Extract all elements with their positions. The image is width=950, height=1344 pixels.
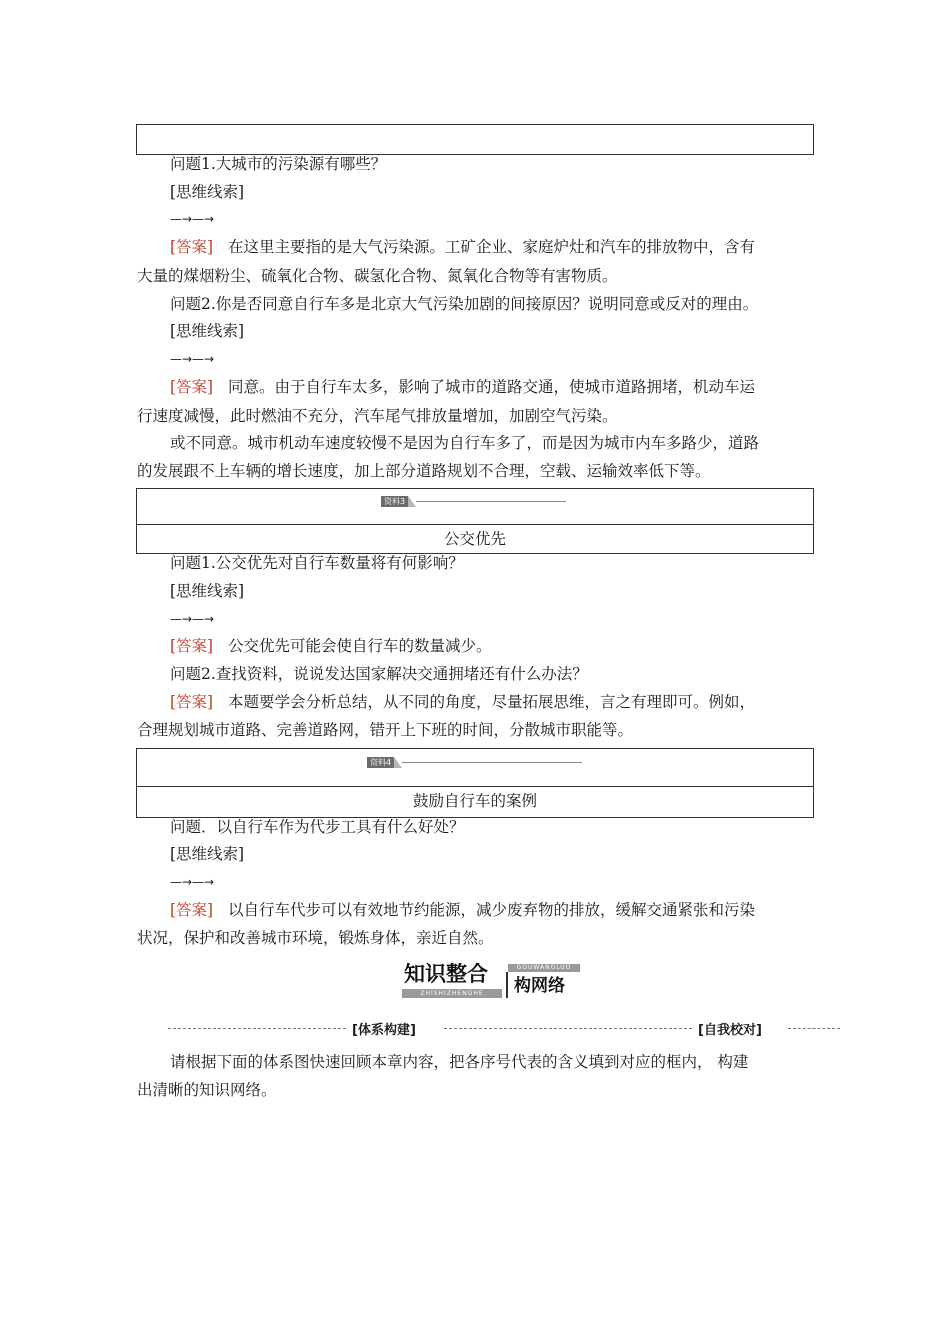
answer-label: [答案] bbox=[170, 637, 214, 655]
thinking-clue-label: [思维线索] bbox=[170, 845, 245, 863]
answer-label: [答案] bbox=[170, 378, 214, 396]
banner-pinyin-top: GOUWANGLUO bbox=[508, 964, 580, 972]
empty-box-top bbox=[136, 124, 814, 155]
material-3-box bbox=[136, 488, 814, 554]
answer-line-2: 状况，保护和改善城市环境，锻炼身体，亲近自然。 bbox=[137, 929, 494, 947]
thinking-clue-label: [思维线索] bbox=[170, 582, 245, 600]
answer-label: [答案] bbox=[170, 901, 214, 919]
answer-text: 同意。由于自行车太多，影响了城市的道路交通，使城市道路拥堵，机动车运 bbox=[228, 378, 756, 396]
dashed-rule bbox=[788, 1028, 840, 1029]
instruction-line-1: 请根据下面的体系图快速回顾本章内容，把各序号代表的含义填到对应的框内， 构建 bbox=[170, 1053, 749, 1071]
answer-1-line-1 bbox=[170, 236, 755, 258]
question-1: 问题1.公交优先对自行车数量将有何影响？ bbox=[170, 554, 464, 572]
material-tag-label: 资料3 bbox=[381, 496, 408, 507]
thinking-arrows: —→—→ bbox=[170, 352, 215, 366]
question: 问题．以自行车作为代步工具有什么好处？ bbox=[170, 818, 465, 836]
answer-text: 以自行车代步可以有效地节约能源，减少废弃物的排放，缓解交通紧张和污染 bbox=[228, 901, 756, 919]
answer-text: 本题要学会分析总结，从不同的角度，尽量拓展思维，言之有理即可。例如， bbox=[228, 693, 756, 711]
thinking-arrows: —→—→ bbox=[170, 875, 215, 889]
thinking-clue-label: [思维线索] bbox=[170, 183, 245, 201]
answer-2-line-3: 或不同意。城市机动车速度较慢不是因为自行车多了，而是因为城市内车多路少，道路 bbox=[170, 434, 760, 452]
answer-text: 公交优先可能会使自行车的数量减少。 bbox=[228, 637, 492, 655]
material-4-tag bbox=[367, 756, 582, 768]
banner-subtitle: 构网络 bbox=[514, 976, 565, 996]
tag-slash-decoration bbox=[394, 757, 402, 768]
answer-label: [答案] bbox=[170, 238, 214, 256]
dashed-rule bbox=[168, 1028, 346, 1029]
answer-line-1 bbox=[170, 899, 755, 921]
answer-1-line-2: 大量的煤烟粉尘、硫氧化合物、碳氢化合物、氮氧化合物等有害物质。 bbox=[137, 267, 618, 285]
section-self-check: [自我校对] bbox=[698, 1023, 762, 1038]
answer-line bbox=[170, 635, 492, 657]
material-4-box bbox=[136, 748, 814, 818]
answer-2-line-1 bbox=[170, 376, 755, 398]
thinking-arrows: —→—→ bbox=[170, 612, 215, 626]
section-heading-row bbox=[168, 1019, 840, 1037]
answer-2-line-2: 行速度减慢，此时燃油不充分，汽车尾气排放量增加，加剧空气污染。 bbox=[137, 407, 618, 425]
question-2: 问题2.查找资料，说说发达国家解决交通拥堵还有什么办法？ bbox=[170, 665, 588, 683]
tag-rule bbox=[402, 762, 582, 763]
tag-rule bbox=[416, 501, 566, 502]
answer-2-line-2: 合理规划城市道路、完善道路网，错开上下班的时间，分散城市职能等。 bbox=[137, 721, 634, 739]
answer-2-line-1 bbox=[170, 691, 755, 713]
tag-slash-decoration bbox=[408, 496, 416, 507]
thinking-clue-label: [思维线索] bbox=[170, 322, 245, 340]
banner-pinyin-bottom: ZHISHIZHENGHE bbox=[402, 989, 502, 998]
thinking-arrows: —→—→ bbox=[170, 212, 215, 226]
instruction-line-2: 出清晰的知识网络。 bbox=[137, 1081, 277, 1099]
answer-text: 在这里主要指的是大气污染源。工矿企业、家庭炉灶和汽车的排放物中，含有 bbox=[228, 238, 756, 256]
material-4-title: 鼓励自行车的案例 bbox=[412, 792, 537, 810]
answer-2-line-4: 的发展跟不上车辆的增长速度，加上部分道路规划不合理，空载、运输效率低下等。 bbox=[137, 462, 711, 480]
material-tag-label: 资料4 bbox=[367, 757, 394, 768]
answer-label: [答案] bbox=[170, 693, 214, 711]
knowledge-integration-banner bbox=[402, 962, 582, 1000]
question-2: 问题2.你是否同意自行车多是北京大气污染加剧的间接原因？说明同意或反对的理由。 bbox=[170, 295, 759, 313]
question-1: 问题1.大城市的污染源有哪些？ bbox=[170, 155, 387, 173]
banner-divider bbox=[506, 972, 508, 998]
material-3-title: 公交优先 bbox=[443, 530, 506, 548]
section-system-build: [体系构建] bbox=[352, 1023, 416, 1038]
dashed-rule bbox=[444, 1028, 692, 1029]
banner-main-title: 知识整合 bbox=[404, 962, 488, 986]
material-3-tag bbox=[381, 495, 566, 507]
